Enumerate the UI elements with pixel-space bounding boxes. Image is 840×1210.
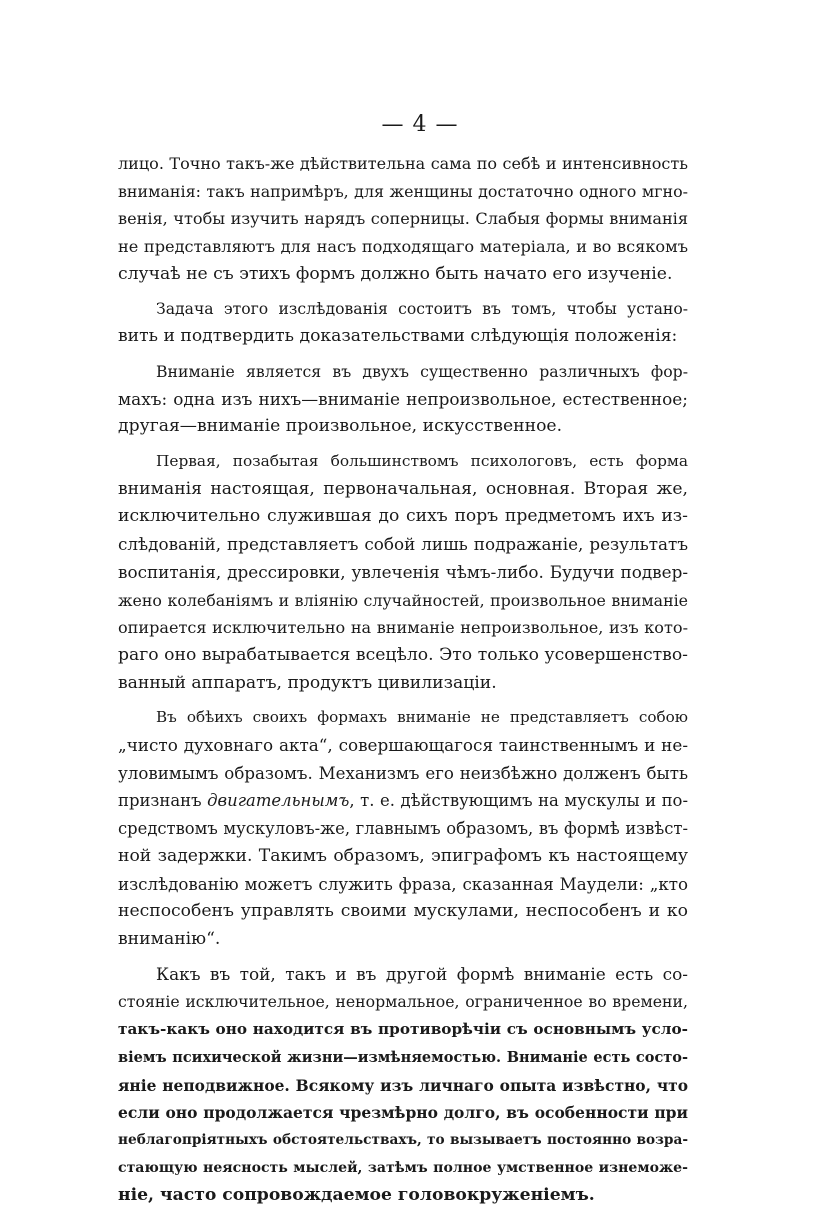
text-line: неспособенъ управлять своими мускулами, неспособенъ и ко xyxy=(118,901,688,922)
text-line: венія, чтобы изучить нарядъ соперницы. Слабыя формы вниманія xyxy=(118,209,688,229)
text-line: случаѣ не съ этихъ формъ должно быть начато его изученіе. xyxy=(118,263,673,284)
text-line: такъ-какъ оно находится въ противорѣчіи съ основнымъ усло- xyxy=(118,1020,688,1039)
page-number: — 4 — xyxy=(381,112,459,137)
paragraph-1 xyxy=(118,150,688,289)
paragraph-6 xyxy=(118,961,688,1210)
text-line: изслѣдованію можетъ служить фраза, сказанная Маудели: „кто xyxy=(118,874,688,894)
text-line: средствомъ мускуловъ-же, главнымъ образомъ, въ формѣ извѣст- xyxy=(118,819,688,839)
text-line: Первая, позабытая большинствомъ психологовъ, есть форма xyxy=(156,452,688,471)
text-line: ной задержки. Такимъ образомъ, эпиграфомъ къ настоящему xyxy=(118,845,688,866)
text-line: „чисто духовнаго акта“, совершающагося таинственнымъ и не- xyxy=(118,735,688,756)
text-line: вить и подтвердить доказательствами слѣдующія положенія: xyxy=(118,326,678,347)
text-line: вниманія: такъ напримѣръ, для женщины достаточно одного мгно- xyxy=(118,181,688,201)
page-body xyxy=(118,150,688,1210)
text-line: Вниманіе является въ двухъ существенно различныхъ фор- xyxy=(156,361,688,381)
italic-term: двигательнымъ xyxy=(207,791,350,811)
paragraph-4 xyxy=(118,448,688,697)
text-line: исключительно служившая до сихъ поръ предметомъ ихъ из- xyxy=(118,506,688,527)
text-line: яніе неподвижное. Всякому изъ личнаго опыта извѣстно, что xyxy=(118,1075,688,1095)
text-line: уловимымъ образомъ. Механизмъ его неизбѣжно долженъ быть xyxy=(118,763,688,783)
paragraph-5 xyxy=(118,704,688,953)
text-line: если оно продолжается чрезмѣрно долго, въ особенности при xyxy=(118,1103,688,1123)
text-line: слѣдованій, представляетъ собой лишь подражаніе, результатъ xyxy=(118,534,688,555)
text-line: ванный аппаратъ, продуктъ цивилизаціи. xyxy=(118,672,497,693)
text-line: опирается исключительно на вниманіе непроизвольное, изъ кото- xyxy=(118,618,688,638)
paragraph-2 xyxy=(118,296,688,351)
text-line: Какъ въ той, такъ и въ другой формѣ вниманіе есть со- xyxy=(156,963,688,984)
text-line: неблагопріятныхъ обстоятельствахъ, то вызываетъ постоянно возра- xyxy=(118,1131,688,1148)
text-line: раго оно вырабатывается всецѣло. Это только усовершенство- xyxy=(118,644,688,665)
text-fragment: , т. е. дѣйствующимъ на мускулы и по- xyxy=(349,791,689,811)
text-line: Задача этого изслѣдованія состоитъ въ томъ, чтобы устано- xyxy=(156,299,688,318)
text-line: ніе, часто сопровождаемое головокруженіемъ. xyxy=(118,1185,595,1206)
text-line: стояніе исключительное, ненормальное, ограниченное во времени, xyxy=(118,992,688,1012)
text-line: другая—вниманіе произвольное, искусственное. xyxy=(118,416,563,437)
text-line: махъ: одна изъ нихъ—вниманіе непроизвольное, естественное; xyxy=(118,388,688,409)
text-line-with-italic xyxy=(118,787,688,815)
text-line: Въ обѣихъ своихъ формахъ вниманіе не представляетъ собою xyxy=(156,708,688,727)
text-line: вниманію“. xyxy=(118,928,221,949)
text-line: віемъ психической жизни—измѣняемостью. Вниманіе есть состо- xyxy=(118,1048,688,1066)
text-line: жено колебаніямъ и вліянію случайностей, произвольное вниманіе xyxy=(118,590,688,610)
text-line: лицо. Точно такъ-же дѣйствительна сама по себѣ и интенсивность xyxy=(118,154,688,173)
paragraph-3 xyxy=(118,358,688,441)
text-line: воспитанія, дрессировки, увлеченія чѣмъ-либо. Будучи подвер- xyxy=(118,561,688,582)
text-fragment: признанъ xyxy=(118,791,208,811)
text-line: стающую неясность мыслей, затѣмъ полное умственное изнеможе- xyxy=(118,1159,688,1176)
text-line: не представляютъ для насъ подходящаго матеріала, и во всякомъ xyxy=(118,237,688,257)
text-line: вниманія настоящая, первоначальная, основная. Вторая же, xyxy=(118,478,688,499)
